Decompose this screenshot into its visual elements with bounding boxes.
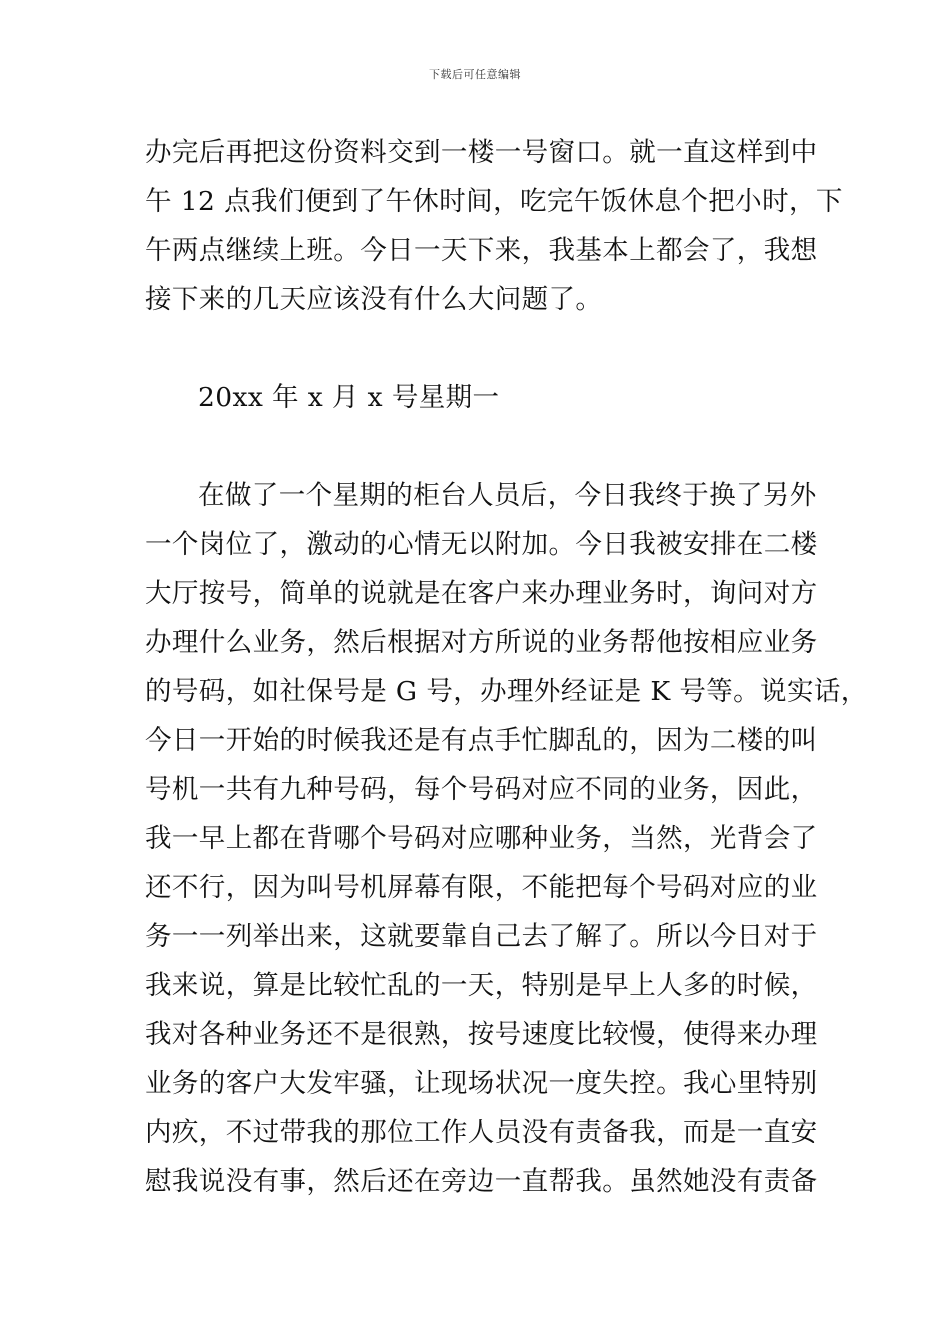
text-line: 办完后再把这份资料交到一楼一号窗口。就一直这样到中 bbox=[145, 137, 818, 168]
text-line: 业务的客户大发牢骚，让现场状况一度失控。我心里特别 bbox=[145, 1068, 818, 1099]
text-line: 我对各种业务还不是很熟，按号速度比较慢，使得来办理 bbox=[145, 1019, 818, 1050]
text-line: 还不行，因为叫号机屏幕有限，不能把每个号码对应的业 bbox=[145, 872, 818, 903]
text-line: 我一早上都在背哪个号码对应哪种业务，当然，光背会了 bbox=[145, 823, 818, 854]
text-line: 的号码，如社保号是 G 号，办理外经证是 K 号等。说实话， bbox=[145, 676, 868, 707]
text-line: 我来说，算是比较忙乱的一天，特别是早上人多的时候， bbox=[145, 970, 818, 1001]
document-body bbox=[145, 128, 868, 1206]
text-line: 大厅按号，简单的说就是在客户来办理业务时，询问对方 bbox=[145, 578, 818, 609]
text-line: 内疚，不过带我的那位工作人员没有责备我，而是一直安 bbox=[145, 1117, 818, 1148]
text-line: 号机一共有九种号码，每个号码对应不同的业务，因此， bbox=[145, 774, 818, 805]
paragraph-continuation bbox=[145, 128, 843, 324]
paragraph-diary-entry bbox=[145, 471, 868, 1206]
date-heading bbox=[145, 373, 810, 422]
page-header: 下载后可任意编辑 bbox=[429, 68, 521, 81]
text-line: 一个岗位了，激动的心情无以附加。今日我被安排在二楼 bbox=[145, 529, 818, 560]
text-line: 在做了一个星期的柜台人员后，今日我终于换了另外 bbox=[198, 480, 817, 511]
text-line: 慰我说没有事，然后还在旁边一直帮我。虽然她没有责备 bbox=[145, 1166, 818, 1197]
text-line: 务一一列举出来，这就要靠自己去了解了。所以今日对于 bbox=[145, 921, 818, 952]
text-line: 午 12 点我们便到了午休时间，吃完午饭休息个把小时，下 bbox=[145, 186, 843, 217]
text-line: 办理什么业务，然后根据对方所说的业务帮他按相应业务 bbox=[145, 627, 818, 658]
text-line: 今日一开始的时候我还是有点手忙脚乱的，因为二楼的叫 bbox=[145, 725, 818, 756]
date-line: 20xx 年 x 月 x 号星期一 bbox=[198, 382, 500, 413]
text-line: 接下来的几天应该没有什么大问题了。 bbox=[145, 284, 603, 315]
text-line: 午两点继续上班。今日一天下来，我基本上都会了，我想 bbox=[145, 235, 818, 266]
